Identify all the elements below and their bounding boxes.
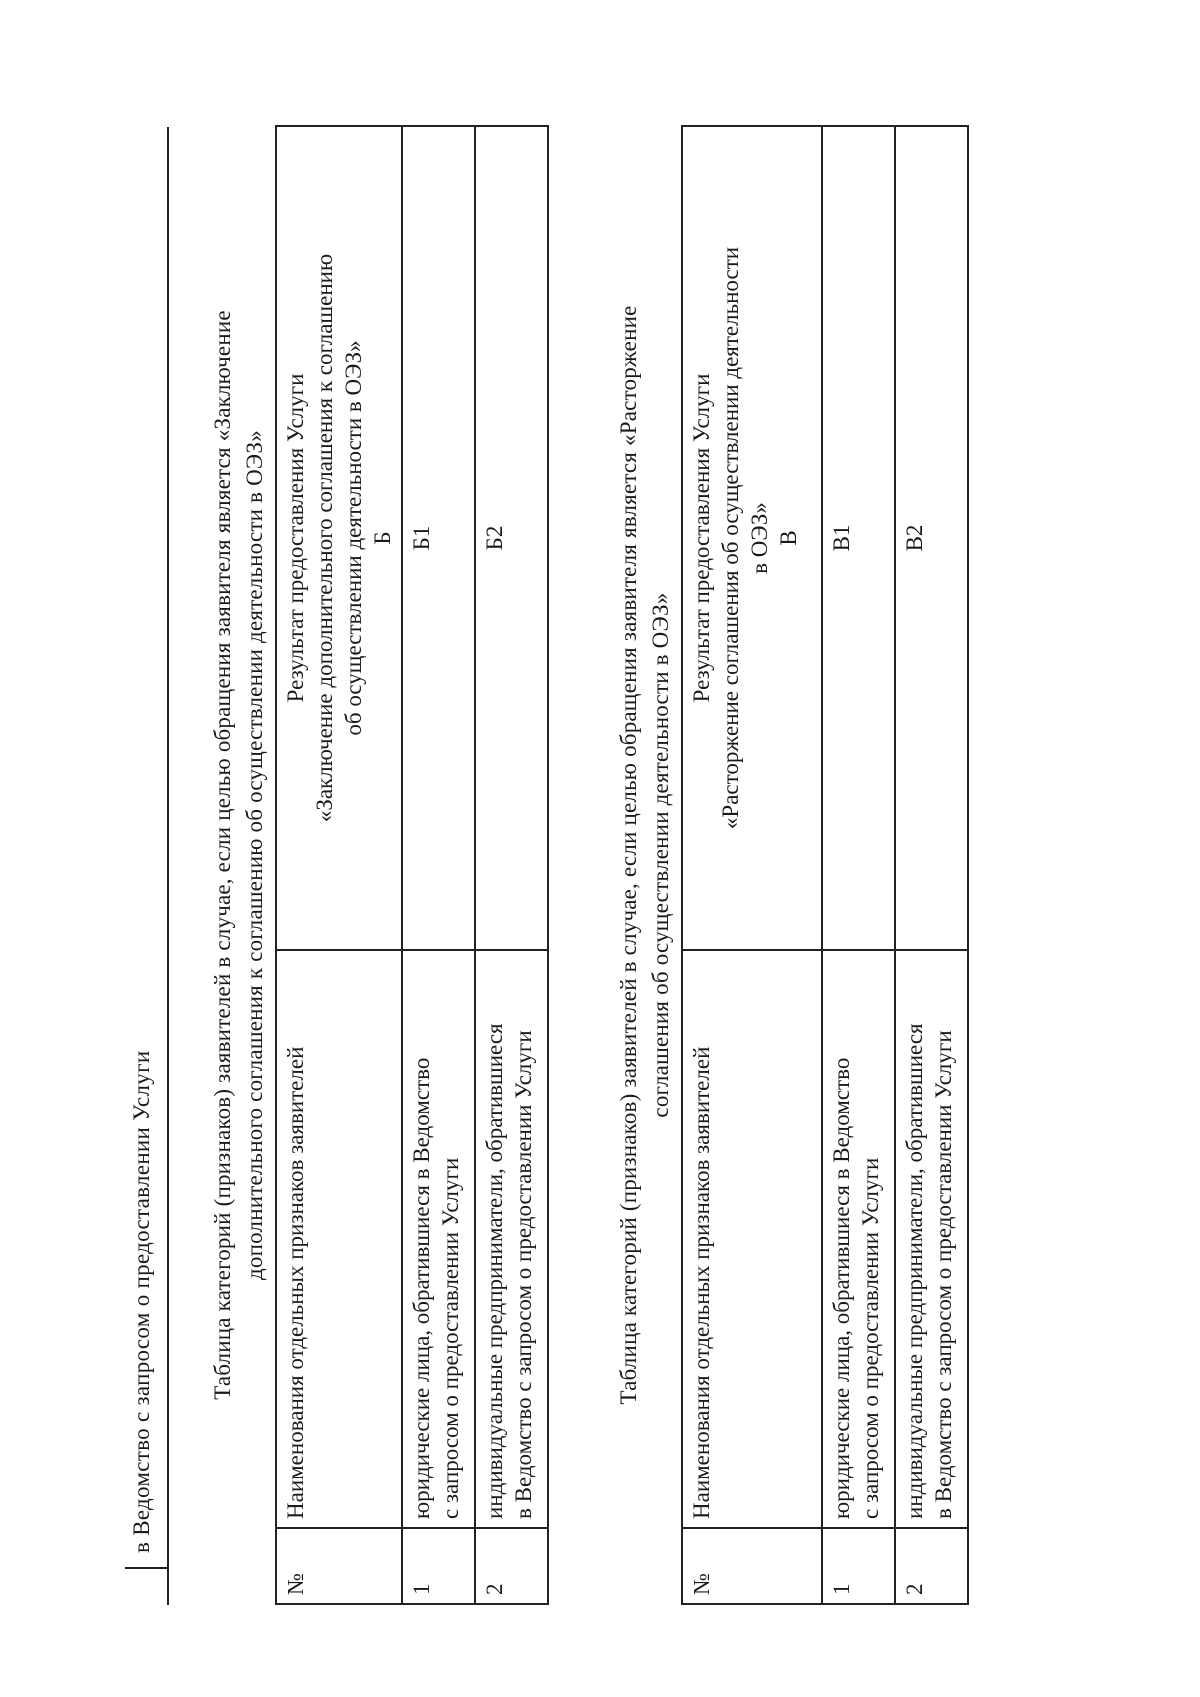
table1-row2-name-line2: в Ведомство с запросом о предоставлении Услуги: [511, 1030, 536, 1519]
table1-row2-name-line1: индивидуальные предприниматели, обратившиеся: [482, 1023, 507, 1519]
table2-row1-num: 1: [822, 1528, 895, 1604]
table1-row1-name-line2: с запросом о предоставлении Услуги: [438, 1157, 463, 1519]
table2-header-row: [682, 126, 822, 1604]
table1-header-name: Наименования отдельных признаков заявителей: [276, 950, 402, 1528]
table1-header-result-line1: Результат предоставления Услуги: [283, 373, 308, 703]
table1-header-result-line2: «Заключение дополнительного соглашения к соглашению: [312, 253, 337, 823]
table2: [681, 125, 969, 1605]
table1-caption: [207, 195, 271, 1515]
table2-row2-code: В2: [895, 126, 968, 950]
table1-row1-num: 1: [402, 1528, 475, 1604]
table2-header-result-line1: Результат предоставления Услуги: [689, 373, 714, 703]
table1-header-num: №: [276, 1528, 402, 1604]
table2-row1-name-line1: юридические лица, обратившиеся в Ведомство: [829, 1057, 854, 1519]
table-row: [895, 126, 968, 1604]
table1-caption-line1: Таблица категорий (признаков) заявителей в случае, если целью обращения заявителя является «Заключение: [210, 310, 235, 1400]
table1-row1-name-line1: юридические лица, обратившиеся в Ведомство: [409, 1057, 434, 1519]
fragment-text: в Ведомство с запросом о предоставлении Услуги: [129, 1050, 154, 1553]
table1-caption-line2: дополнительного соглашения к соглашению об осуществлении деятельности в ОЭЗ»: [242, 430, 267, 1280]
table2-header-name: Наименования отдельных признаков заявителей: [682, 950, 822, 1528]
table-row: [822, 126, 895, 1604]
table1-row1-code: Б1: [402, 126, 475, 950]
table1-row2-name: [475, 950, 548, 1528]
table2-header-result-line2: «Расторжение соглашения об осуществлении деятельности: [718, 246, 743, 830]
table2-header-result-line3: в ОЭЗ»: [747, 502, 772, 574]
table2-caption-line2: соглашения об осуществлении деятельности в ОЭЗ»: [648, 592, 673, 1118]
rotated-content: [125, 105, 985, 1605]
table2-header-result-code: В: [776, 530, 801, 546]
table1-header-result-code: Б: [370, 531, 395, 545]
table2-caption: [613, 195, 677, 1515]
table-row: [402, 126, 475, 1604]
table2-row2-name-line1: индивидуальные предприниматели, обратившиеся: [902, 1023, 927, 1519]
table2-row1-name: [822, 950, 895, 1528]
table1-header-row: [276, 126, 402, 1604]
table2-row1-name-line2: с запросом о предоставлении Услуги: [858, 1157, 883, 1519]
table1-row1-name: [402, 950, 475, 1528]
table2-row2-num: 2: [895, 1528, 968, 1604]
table1-header-result: [276, 126, 402, 950]
table2-caption-line1: Таблица категорий (признаков) заявителей в случае, если целью обращения заявителя является «Расторжение: [616, 305, 641, 1405]
table2-header-num: №: [682, 1528, 822, 1604]
table1-row2-num: 2: [475, 1528, 548, 1604]
table2-row2-name: [895, 950, 968, 1528]
fragment-number-cell: [125, 1567, 169, 1605]
table-row: [475, 126, 548, 1604]
table1-row2-code: Б2: [475, 126, 548, 950]
table1: [275, 125, 549, 1605]
table2-header-result: [682, 126, 822, 950]
table2-row2-name-line2: в Ведомство с запросом о предоставлении Услуги: [931, 1030, 956, 1519]
table1-header-result-line3: об осуществлении деятельности в ОЭЗ»: [341, 340, 366, 736]
previous-table-fragment: [125, 125, 187, 1605]
table2-row1-code: В1: [822, 126, 895, 950]
